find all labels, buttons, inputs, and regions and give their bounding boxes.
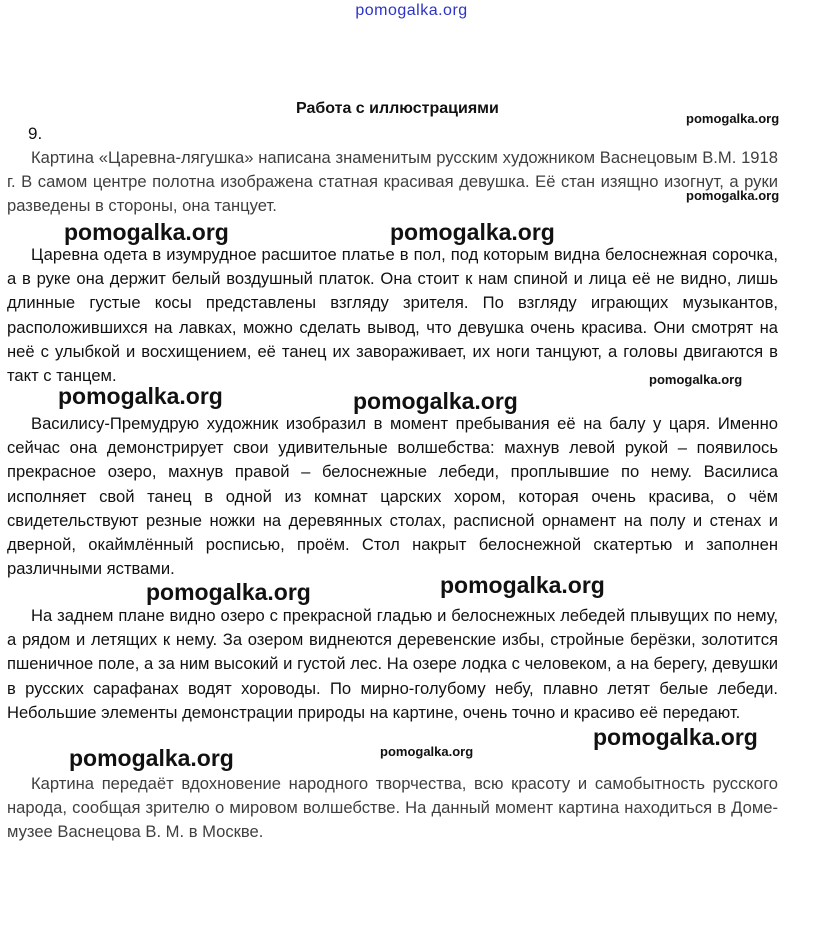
site-watermark-top: pomogalka.org — [355, 2, 468, 19]
watermark: pomogalka.org — [64, 219, 229, 245]
page-heading: Работа с иллюстрациями — [296, 100, 499, 117]
watermark: pomogalka.org — [146, 579, 311, 605]
paragraph-text: Картина «Царевна-лягушка» написана знаменитым русским художником Васнецовым В.М. 1918 г. В самом центре полотна изображена статная красивая девушка. Её стан изящно изогнут, а руки разведены в стороны, она танцует. — [7, 148, 778, 216]
watermark: pomogalka.org — [353, 388, 518, 414]
paragraph-2 — [7, 243, 778, 388]
paragraph-4 — [7, 604, 778, 725]
watermark: pomogalka.org — [58, 383, 223, 409]
watermark: pomogalka.org — [440, 572, 605, 598]
watermark: pomogalka.org — [686, 111, 780, 126]
watermark: pomogalka.org — [649, 372, 743, 387]
paragraph-text: Картина передаёт вдохновение народного творчества, всю красоту и самобытность русского народа, сообщая зрителю о мировом волшебстве. На данный момент картина находиться в Доме-музее Васнецова В. М. в Москве. — [7, 774, 778, 842]
paragraph-1 — [7, 146, 778, 219]
paragraph-text: На заднем плане видно озеро с прекрасной гладью и белоснежных лебедей плывущих по нему, а рядом и летящих к нему. За озером виднеются деревенские избы, стройные берёзки, золотится пшеничное поле, а за ним высокий и густой лес. На озере лодка с человеком, а на берегу, девушки в русских сарафанах водят хороводы. По мирно-голубому небу, плавно летят белые лебеди. Небольшие элементы демонстрации природы на картине, очень точно и красиво её передают. — [7, 606, 778, 722]
paragraph-5 — [7, 772, 778, 845]
watermark: pomogalka.org — [390, 219, 555, 245]
paragraph-3 — [7, 412, 778, 581]
exercise-number: 9. — [28, 124, 43, 143]
watermark: pomogalka.org — [593, 724, 758, 750]
paragraph-text: Василису-Премудрую художник изобразил в момент пребывания её на балу у царя. Именно сейчас она демонстрирует свои удивительные волшебства: махнув левой рукой – появилось прекрасное озеро, махнув правой – белоснежные лебеди, проплывшие по нему. Василиса исполняет свой танец в одной из комнат царских хором, которая очень красива, о чём свидетельствуют резные ножки на деревянных столах, расписной орнамент на полу и стенах и дверной, окаймлённый росписью, проём. Стол накрыт белоснежной скатертью и заполнен различными яствами. — [7, 414, 778, 579]
watermark: pomogalka.org — [686, 188, 780, 203]
watermark: pomogalka.org — [69, 745, 234, 771]
paragraph-text: Царевна одета в изумрудное расшитое платье в пол, под которым видна белоснежная сорочка, а в руке она держит белый воздушный платок. Она стоит к нам спиной и лица её не видно, лишь длинные густые косы представлены взгляду зрителя. По взгляду играющих музыкантов, расположившихся на лавках, можно сделать вывод, что девушка очень красива. Они смотрят на неё с улыбкой и восхищением, её танец их завораживает, их ноги танцуют, а головы двигаются в такт с танцем. — [7, 245, 778, 386]
watermark: pomogalka.org — [380, 744, 474, 759]
